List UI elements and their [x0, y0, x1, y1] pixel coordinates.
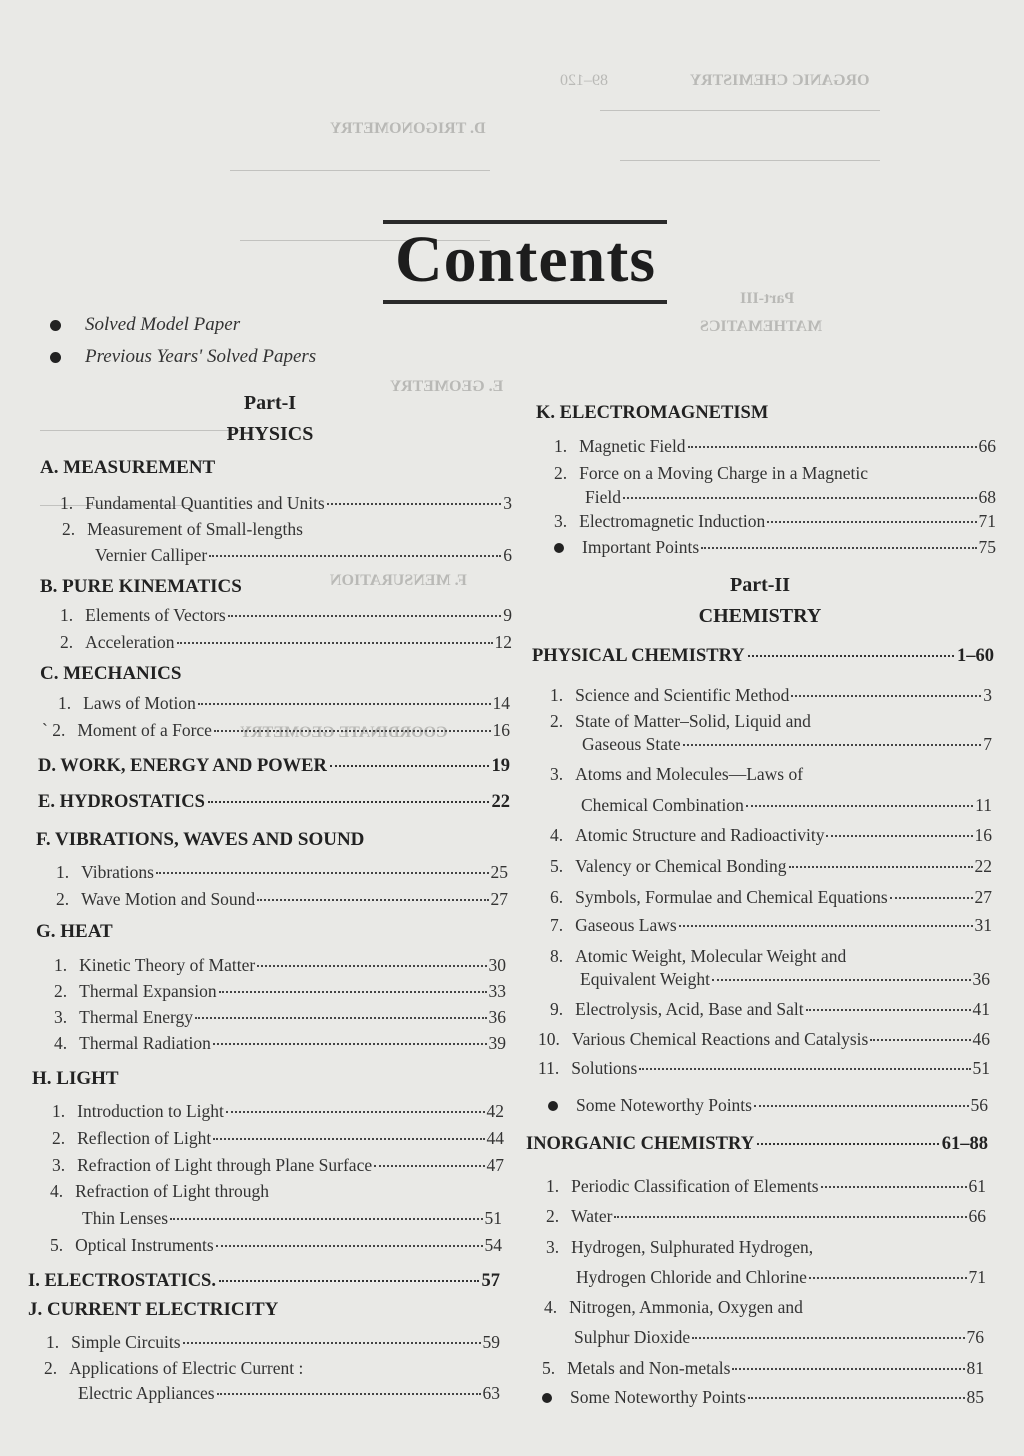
dot-leader — [195, 1017, 487, 1019]
toc-entry[interactable]: 3. Refraction of Light through Plane Surface 47 — [52, 1155, 504, 1175]
toc-entry[interactable]: 7. Gaseous Laws 31 — [550, 915, 992, 935]
part-label: Part-II — [730, 574, 790, 596]
dot-leader — [209, 555, 501, 557]
toc-entry-line: 2. State of Matter–Solid, Liquid and — [550, 711, 811, 731]
dot-leader — [614, 1216, 966, 1218]
toc-entry[interactable]: Equivalent Weight 36 — [580, 969, 990, 989]
dot-leader — [156, 872, 489, 874]
toc-entry[interactable]: Some Noteworthy Points 85 — [542, 1387, 984, 1408]
dot-leader — [688, 446, 977, 448]
section-entry[interactable]: PHYSICAL CHEMISTRY 1–60 — [532, 646, 994, 666]
dot-leader — [170, 1218, 482, 1220]
toc-entry[interactable]: Electric Appliances 63 — [78, 1383, 500, 1403]
toc-entry[interactable]: Gaseous State 7 — [582, 734, 992, 754]
dot-leader — [789, 866, 973, 868]
dot-leader — [746, 805, 973, 807]
toc-entry[interactable]: Field 68 — [585, 487, 996, 507]
dot-leader — [177, 642, 493, 644]
dot-leader — [228, 615, 502, 617]
dot-leader — [226, 1111, 485, 1113]
toc-entry-line: 4. Refraction of Light through — [50, 1181, 270, 1201]
subject-label: PHYSICS — [226, 423, 314, 445]
dot-leader — [208, 801, 489, 803]
toc-entry-line: 3. Atoms and Molecules—Laws of — [550, 764, 804, 784]
section-heading: A. MEASUREMENT — [40, 457, 216, 478]
dot-leader — [327, 503, 502, 505]
toc-entry[interactable]: 9. Electrolysis, Acid, Base and Salt 41 — [550, 999, 990, 1019]
dot-leader — [748, 1397, 965, 1399]
title-rule-bottom — [383, 300, 667, 304]
bleed-through-heading: ORGANIC CHEMISTRY — [690, 72, 870, 89]
dot-leader — [216, 1245, 483, 1247]
toc-entry-line: 8. Atomic Weight, Molecular Weight and — [550, 946, 847, 966]
bullet-icon — [50, 320, 61, 331]
toc-entry[interactable]: 4. Atomic Structure and Radioactivity 16 — [550, 825, 992, 845]
bleed-through-heading: MATHEMATICS — [700, 318, 823, 335]
toc-entry[interactable]: 1. Kinetic Theory of Matter 30 — [54, 955, 506, 975]
toc-entry[interactable]: 5. Optical Instruments 54 — [50, 1235, 502, 1255]
section-heading: J. CURRENT ELECTRICITY — [28, 1299, 279, 1320]
toc-entry[interactable]: 2. Water 66 — [546, 1206, 986, 1226]
dot-leader — [890, 897, 973, 899]
toc-entry[interactable]: 1. Science and Scientific Method 3 — [550, 685, 992, 705]
section-entry[interactable]: INORGANIC CHEMISTRY 61–88 — [526, 1134, 988, 1154]
toc-entry[interactable]: 2. Acceleration 12 — [60, 632, 512, 652]
toc-entry[interactable]: Vernier Calliper 6 — [95, 545, 512, 565]
bleed-through-rule — [620, 160, 880, 161]
dot-leader — [330, 765, 489, 767]
subject-label: CHEMISTRY — [698, 605, 822, 627]
toc-entry[interactable]: 1. Vibrations 25 — [56, 862, 508, 882]
dot-leader — [712, 979, 971, 981]
toc-entry[interactable]: Thin Lenses 51 — [82, 1208, 502, 1228]
toc-entry[interactable]: 1. Fundamental Quantities and Units 3 — [60, 493, 512, 513]
section-heading: G. HEAT — [36, 921, 113, 942]
bullet-icon — [554, 543, 564, 553]
toc-entry[interactable]: 1. Simple Circuits 59 — [46, 1332, 500, 1352]
toc-entry[interactable]: 1. Introduction to Light 42 — [52, 1101, 504, 1121]
toc-entry-line: 3. Hydrogen, Sulphurated Hydrogen, — [546, 1237, 814, 1257]
dot-leader — [701, 547, 976, 549]
toc-entry-line: 4. Nitrogen, Ammonia, Oxygen and — [544, 1297, 803, 1317]
toc-entry[interactable]: 11. Solutions 51 — [538, 1058, 990, 1078]
dot-leader — [870, 1039, 970, 1041]
dot-leader — [623, 497, 977, 499]
toc-entry[interactable]: 6. Symbols, Formulae and Chemical Equations 27 — [550, 887, 992, 907]
dot-leader — [732, 1368, 964, 1370]
intro-item: Previous Years' Solved Papers — [50, 346, 316, 368]
toc-entry[interactable]: 5. Metals and Non-metals 81 — [542, 1358, 984, 1378]
dot-leader — [639, 1068, 970, 1070]
dot-leader — [791, 695, 981, 697]
section-entry[interactable]: I. ELECTROSTATICS. 57 — [28, 1271, 500, 1291]
dot-leader — [219, 991, 487, 993]
section-heading: F. VIBRATIONS, WAVES AND SOUND — [36, 829, 365, 850]
bullet-icon — [548, 1101, 558, 1111]
toc-entry[interactable]: 2. Reflection of Light 44 — [52, 1128, 504, 1148]
section-entry[interactable]: E. HYDROSTATICS 22 — [38, 792, 510, 812]
bleed-through-rule — [600, 110, 880, 111]
dot-leader — [183, 1342, 481, 1344]
bleed-through-heading: F. MENSURATION — [330, 572, 467, 589]
dot-leader — [213, 1138, 484, 1140]
part-label: Part-I — [243, 392, 297, 414]
section-heading: B. PURE KINEMATICS — [40, 576, 242, 597]
dot-leader — [217, 1393, 481, 1395]
toc-entry[interactable]: 1. Laws of Motion 14 — [58, 693, 510, 713]
dot-leader — [692, 1337, 964, 1339]
bleed-through-heading: Part-III — [740, 290, 795, 307]
dot-leader — [748, 655, 954, 657]
dot-leader — [679, 925, 973, 927]
dot-leader — [198, 703, 491, 705]
toc-entry[interactable]: 1. Periodic Classification of Elements 61 — [546, 1176, 986, 1196]
dot-leader — [213, 1043, 487, 1045]
toc-entry[interactable]: 1. Elements of Vectors 9 — [60, 605, 512, 625]
dot-leader — [219, 1280, 479, 1282]
bleed-through-heading: D. TRIGONOMETRY — [330, 120, 486, 137]
dot-leader — [257, 899, 488, 901]
section-entry[interactable]: D. WORK, ENERGY AND POWER 19 — [38, 756, 510, 776]
section-heading: K. ELECTROMAGNETISM — [536, 403, 769, 423]
dot-leader — [767, 521, 976, 523]
toc-entry[interactable]: Chemical Combination 11 — [581, 795, 992, 815]
toc-entry[interactable]: Important Points 75 — [554, 537, 996, 558]
section-heading: H. LIGHT — [32, 1068, 119, 1089]
dot-leader — [683, 744, 982, 746]
dot-leader — [821, 1186, 967, 1188]
toc-entry[interactable]: 2. Wave Motion and Sound 27 — [56, 889, 508, 909]
dot-leader — [809, 1277, 967, 1279]
bleed-through-heading: E. GEOMETRY — [390, 378, 504, 395]
dot-leader — [754, 1105, 969, 1107]
toc-entry[interactable]: 3. Electromagnetic Induction 71 — [554, 511, 996, 531]
toc-entry[interactable]: 2. Thermal Expansion 33 — [54, 981, 506, 1001]
section-heading: C. MECHANICS — [40, 663, 182, 684]
toc-entry[interactable]: 4. Thermal Radiation 39 — [54, 1033, 506, 1053]
toc-entry[interactable]: 1. Magnetic Field 66 — [554, 436, 996, 456]
bleed-through-heading: COORDINATE GEOMETRY — [240, 724, 448, 741]
page-title: Contents — [395, 223, 657, 296]
toc-entry[interactable]: Sulphur Dioxide 76 — [574, 1327, 984, 1347]
toc-entry-line: 2. Force on a Moving Charge in a Magnetic — [554, 463, 868, 483]
toc-entry[interactable]: 3. Thermal Energy 36 — [54, 1007, 506, 1027]
toc-entry-line: 2. Applications of Electric Current : — [44, 1358, 304, 1378]
toc-entry[interactable]: ` 2. Moment of a Force 16 — [42, 720, 510, 740]
toc-entry[interactable]: Some Noteworthy Points 56 — [548, 1095, 988, 1116]
toc-entry[interactable]: 5. Valency or Chemical Bonding 22 — [550, 856, 992, 876]
bullet-icon — [50, 352, 61, 363]
bleed-through-range: 89–120 — [560, 72, 608, 89]
dot-leader — [257, 965, 486, 967]
dot-leader — [806, 1009, 971, 1011]
dot-leader — [826, 835, 972, 837]
toc-entry[interactable]: Hydrogen Chloride and Chlorine 71 — [576, 1267, 986, 1287]
dot-leader — [374, 1165, 484, 1167]
bleed-through-rule — [230, 170, 490, 171]
toc-entry[interactable]: 10. Various Chemical Reactions and Catalysis 46 — [538, 1029, 990, 1049]
intro-item: Solved Model Paper — [50, 314, 240, 336]
dot-leader — [757, 1143, 939, 1145]
bullet-icon — [542, 1393, 552, 1403]
toc-entry-line: 2. Measurement of Small-lengths — [62, 519, 303, 539]
dot-leader — [214, 730, 491, 732]
